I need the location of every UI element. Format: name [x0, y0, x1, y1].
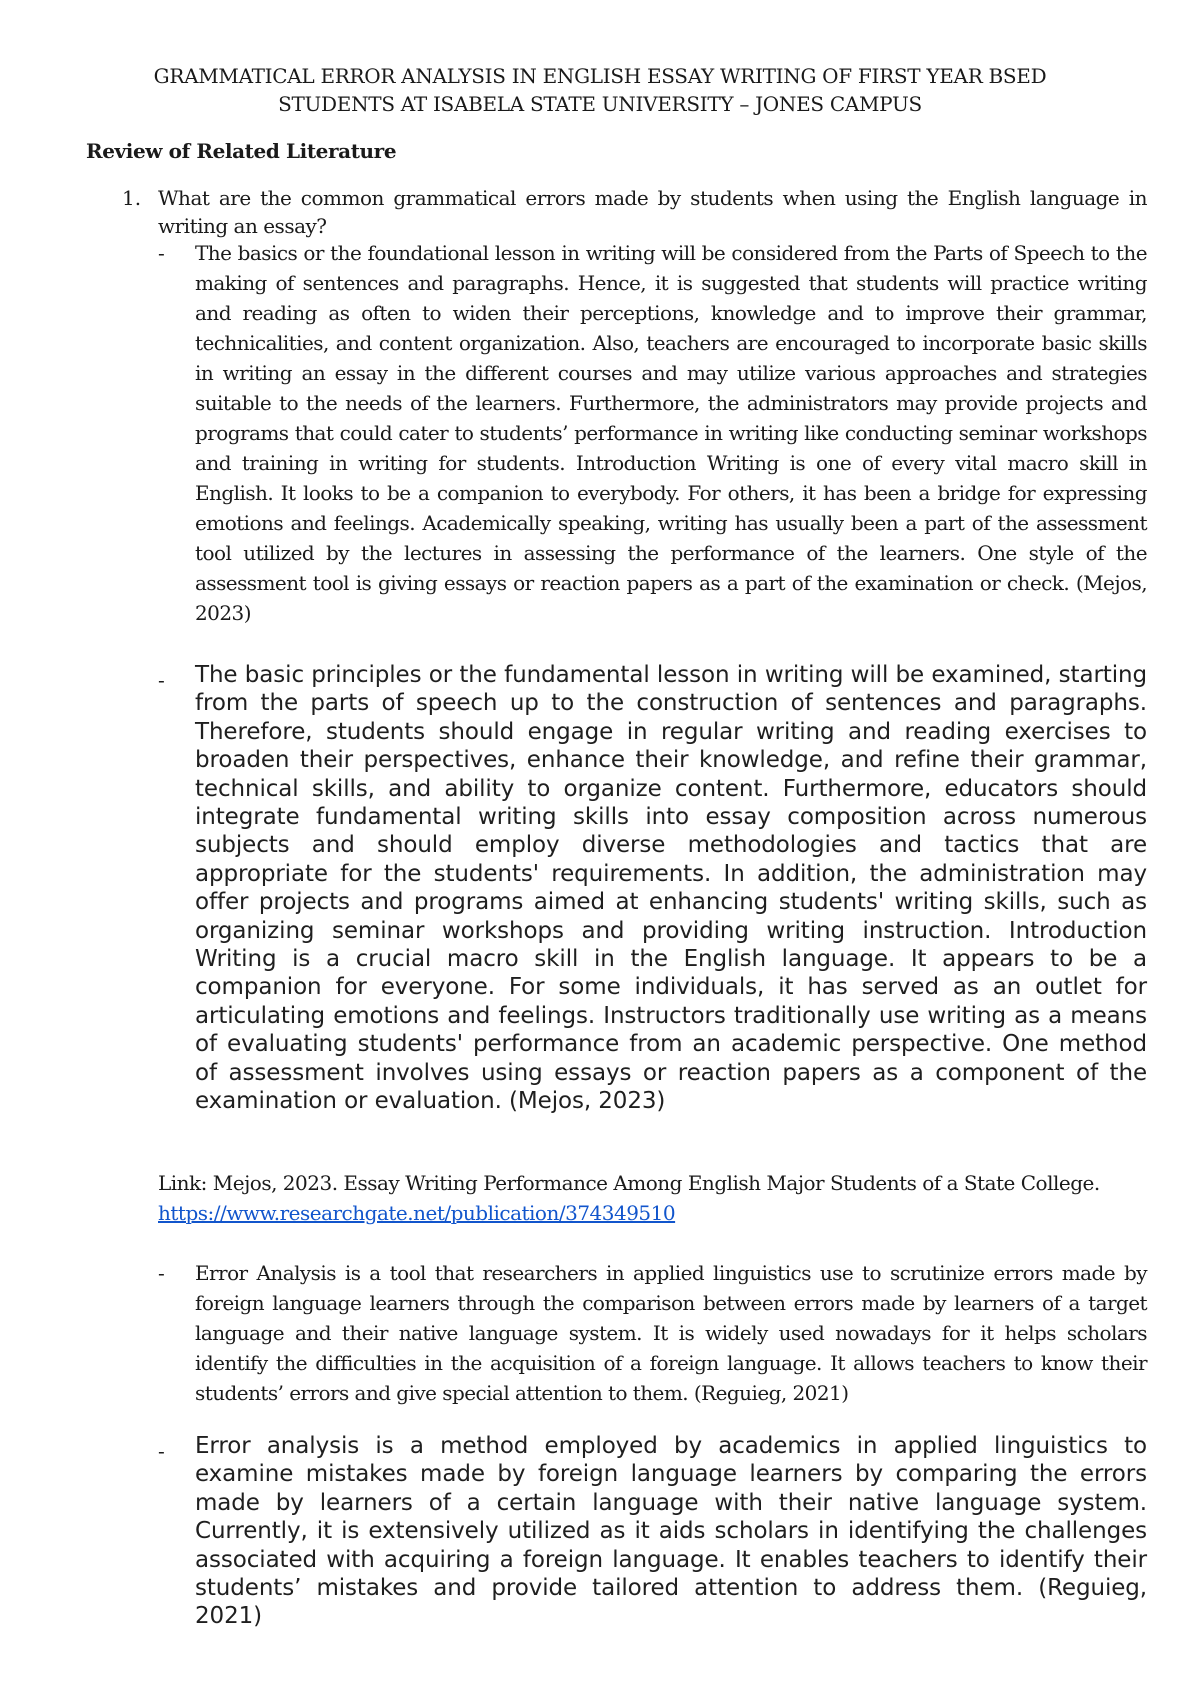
- bullet-marker-4: -: [158, 1439, 165, 1463]
- reference-url-link[interactable]: https://www.researchgate.net/publication/374349510: [158, 1201, 676, 1225]
- section-heading: Review of Related Literature: [86, 139, 397, 163]
- research-question: What are the common grammatical errors made by students when using the English language in writing an essay?: [158, 186, 1147, 238]
- title-line-1: GRAMMATICAL ERROR ANALYSIS IN ENGLISH ESSAY WRITING OF FIRST YEAR BSED: [153, 64, 1047, 88]
- paragraph-original-mejos: The basics or the foundational lesson in writing will be considered from the Parts of Speech to the making of sentences and paragraphs. Hence, it is suggested that students will practice writing and reading as often to widen their perceptions, knowledge and to improve their grammar, technicalities, and content organization. Also, teachers are encouraged to incorporate basic skills in writing an essay in the different courses and may utilize various approaches and strategies suitable to the needs of the learners. Furthermore, the administrators may provide projects and programs that could cater to students’ performance in writing like conducting seminar workshops and training in writing for students. Introduction Writing is one of every vital macro skill in English. It looks to be a companion to everybody. For others, it has been a bridge for expressing emotions and feelings. Academically speaking, writing has usually been a part of the assessment tool utilized by the lectures in assessing the performance of the learners. One style of the assessment tool is giving essays or reaction papers as a part of the examination or check. (Mejos, 2023): [195, 241, 1147, 625]
- question-number: 1.: [122, 186, 142, 210]
- reference-citation: Link: Mejos, 2023. Essay Writing Performance Among English Major Students of a State College.: [158, 1171, 1100, 1195]
- bullet-marker-1: -: [158, 241, 165, 265]
- document-title: [100, 62, 1100, 118]
- bullet-marker-2: -: [158, 668, 165, 692]
- bullet-marker-3: -: [158, 1261, 165, 1285]
- reference-link-block: [158, 1168, 1147, 1228]
- paragraph-paraphrase-mejos: The basic principles or the fundamental lesson in writing will be examined, starting from the parts of speech up to the construction of sentences and paragraphs. Therefore, students should engage in regular writing and reading exercises to broaden their perspectives, enhance their knowledge, and refine their grammar, technical skills, and ability to organize content. Furthermore, educators should integrate fundamental writing skills into essay composition across numerous subjects and should employ diverse methodologies and tactics that are appropriate for the students' requirements. In addition, the administration may offer projects and programs aimed at enhancing students' writing skills, such as organizing seminar workshops and providing writing instruction. Introduction Writing is a crucial macro skill in the English language. It appears to be a companion for everyone. For some individuals, it has served as an outlet for articulating emotions and feelings. Instructors traditionally use writing as a means of evaluating students' performance from an academic perspective. One method of assessment involves using essays or reaction papers as a component of the examination or evaluation. (Mejos, 2023): [195, 662, 1147, 1115]
- title-line-2: STUDENTS AT ISABELA STATE UNIVERSITY – JONES CAMPUS: [278, 92, 922, 116]
- paragraph-original-reguieg: Error Analysis is a tool that researchers in applied linguistics use to scrutinize errors made by foreign language learners through the comparison between errors made by learners of a target language and their native language system. It is widely used nowadays for it helps scholars identify the difficulties in the acquisition of a foreign language. It allows teachers to know their students’ errors and give special attention to them. (Reguieg, 2021): [195, 1261, 1147, 1405]
- paragraph-paraphrase-reguieg: Error analysis is a method employed by academics in applied linguistics to examine mistakes made by foreign language learners by comparing the errors made by learners of a certain language with their native language system. Currently, it is extensively utilized as it aids scholars in identifying the challenges associated with acquiring a foreign language. It enables teachers to identify their students’ mistakes and provide tailored attention to address them. (Reguieg, 2021): [195, 1433, 1147, 1630]
